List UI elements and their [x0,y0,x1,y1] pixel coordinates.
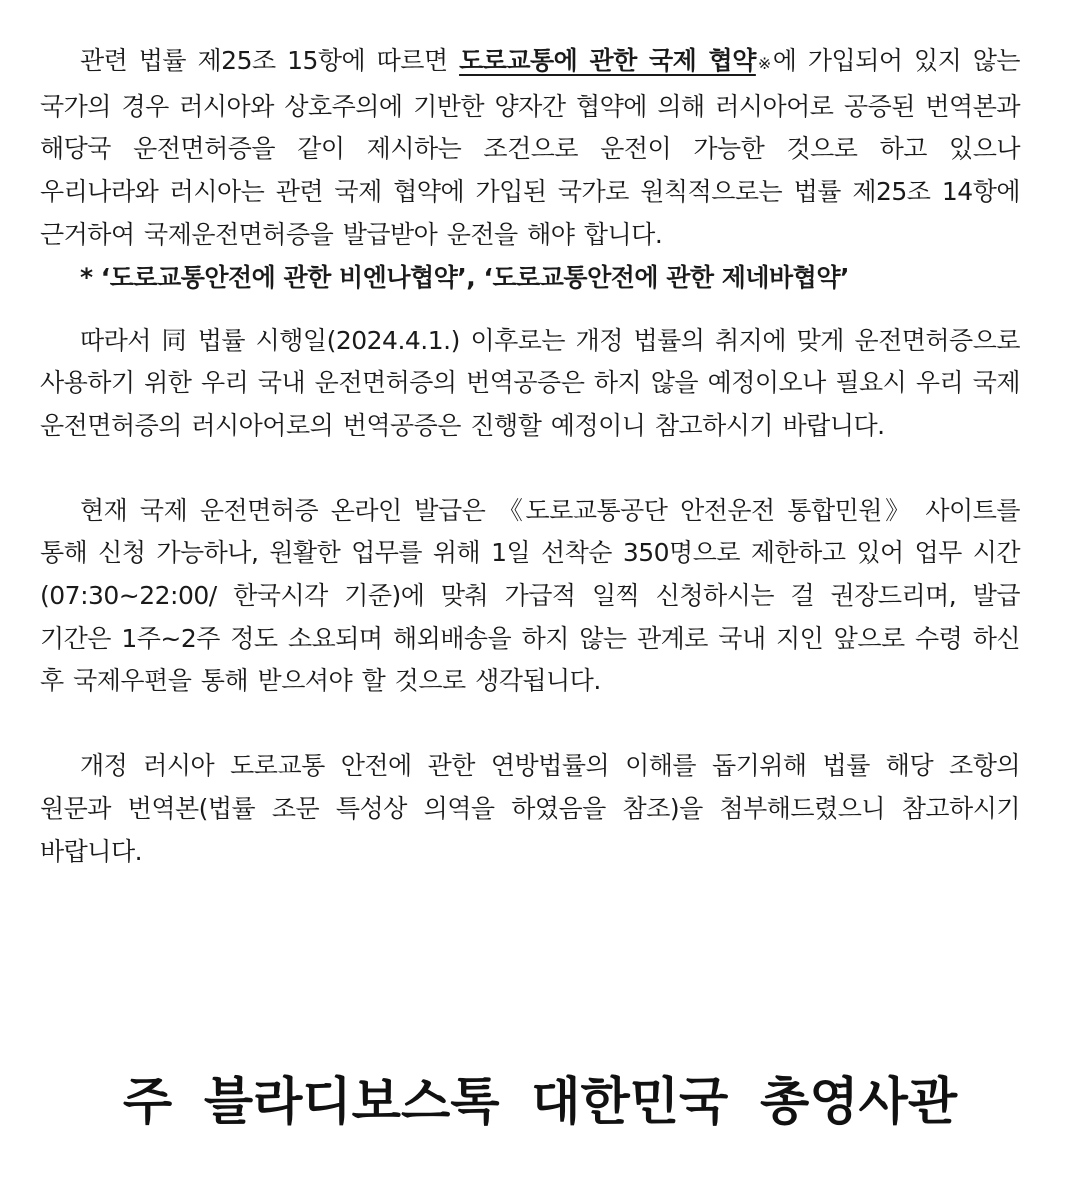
paragraph4-text: 개정 러시아 도로교통 안전에 관한 연방법률의 이해를 돕기위해 법률 해당 조항의 원문과 번역본(법률 조문 특성상 의역을 하였음을 참조)을 첨부해드렸으니 참고하시기 바랍니다. [40,751,1020,866]
paragraph-translation-notarization [40,320,1020,448]
paragraph-online-issuance [40,490,1020,704]
document-body [40,40,1020,873]
paragraph-attachment-note [40,745,1020,873]
treaty-footnote: * ‘도로교통안전에 관한 비엔나협약’, ‘도로교통안전에 관한 제네바협약’ [80,262,849,292]
paragraph3-text: 현재 국제 운전면허증 온라인 발급은 《도로교통공단 안전운전 통합민원》 사이트를 통해 신청 가능하나, 원활한 업무를 위해 1일 선착순 350명으로 제한하고 있어 업무 시간(07:30~22:00/ 한국시각 기준)에 맞춰 가급적 일찍 신청하시는 걸 권장드리며, 발급 기간은 1주~2주 정도 소요되며 해외배송을 하지 않는 관계로 국내 지인 앞으로 수령 하신 후 국제우편을 통해 받으셔야 할 것으로 생각됩니다. [40,495,1020,696]
paragraph1-after: 에 가입되어 있지 않는 국가의 경우 러시아와 상호주의에 기반한 양자간 협약에 의해 러시아어로 공증된 번역본과 해당국 운전면허증을 같이 제시하는 조건으로 운전이 가능한 것으로 하고 있으나 우리나라와 러시아는 관련 국제 협약에 가입된 국가로 원칙적으로는 법률 제25조 14항에 근거하여 국제운전면허증을 발급받아 운전을 해야 합니다. [40,46,1021,249]
paragraph1-before: 관련 법률 제25조 15항에 따르면 [80,46,460,75]
treaty-name-emphasis: 도로교통에 관한 국제 협약 [459,46,756,75]
consulate-signature: 주 블라디보스톡 대한민국 총영사관 [122,1073,958,1132]
paragraph2-text: 따라서 同 법률 시행일(2024.4.1.) 이후로는 개정 법률의 취지에 맞게 운전면허증으로 사용하기 위한 우리 국내 운전면허증의 번역공증은 하지 않을 예정이오나 필요시 우리 국제 운전면허증의 러시아어로의 번역공증은 진행할 예정이니 참고하시기 바랍니다. [40,325,1020,440]
paragraph-treaty-requirement [40,40,1020,257]
reference-mark: ※ [755,54,773,73]
